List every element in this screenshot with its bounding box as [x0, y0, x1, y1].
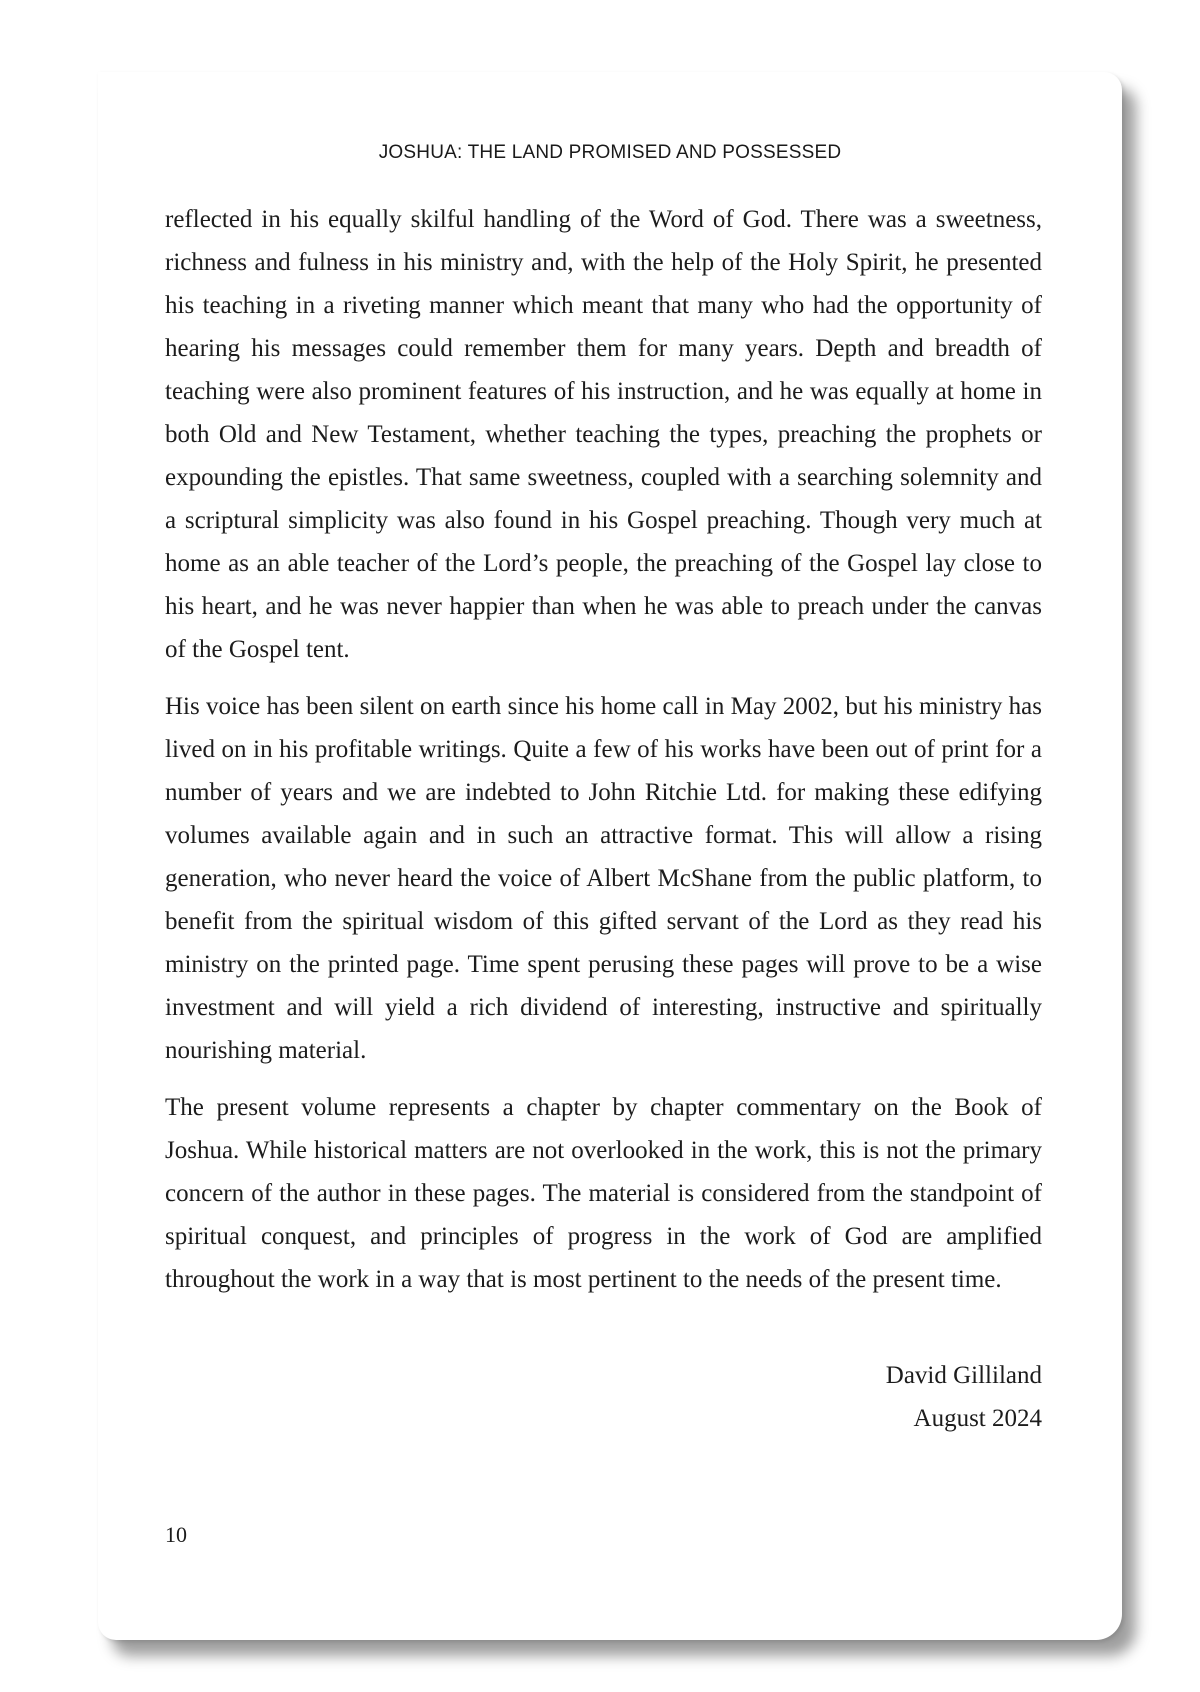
paragraph: His voice has been silent on earth since his home call in May 2002, but his ministry has lived on in his profitable writings. Quite a few of his works have been out of print for a number of years and we are indebted to John Ritchie Ltd. for making these edifying volumes available again and in such an attractive format. This will allow a rising generation, who never heard the voice of Albert McShane from the public platform, to benefit from the spiritual wisdom of this gifted servant of the Lord as they read his ministry on the printed page. Time spent perusing these pages will prove to be a wise investment and will yield a rich dividend of interesting, instructive and spiritually nourishing material.: [165, 693, 1042, 1064]
paragraph: reflected in his equally skilful handling of the Word of God. There was a sweetness, richness and fulness in his ministry and, with the help of the Holy Spirit, he presented his teaching in a riveting manner which meant that many who had the opportunity of hearing his messages could remember them for many years. Depth and breadth of teaching were also prominent features of his instruction, and he was equally at home in both Old and New Testament, whether teaching the types, preaching the prophets or expounding the epistles. That same sweetness, coupled with a searching solemnity and a scriptural simplicity was also found in his Gospel preaching. Though very much at home as an able teacher of the Lord’s people, the preaching of the Gospel lay close to his heart, and he was never happier than when he was able to preach under the canvas of the Gospel tent.: [165, 206, 1042, 663]
author-name: David Gilliland: [885, 1362, 1042, 1389]
signature-date: August 2024: [913, 1405, 1042, 1432]
paragraph: The present volume represents a chapter by chapter commentary on the Book of Joshua. While historical matters are not overlooked in the work, this is not the primary concern of the author in these pages. The material is considered from the standpoint of spiritual conquest, and principles of progress in the work of God are amplified throughout the work in a way that is most pertinent to the needs of the present time.: [165, 1094, 1042, 1293]
page-number: 10: [165, 1522, 187, 1547]
signature-block: [886, 1354, 1042, 1440]
book-page: [98, 72, 1122, 1640]
body-text: [165, 198, 1042, 1315]
running-head: JOSHUA: THE LAND PROMISED AND POSSESSED: [378, 142, 842, 163]
